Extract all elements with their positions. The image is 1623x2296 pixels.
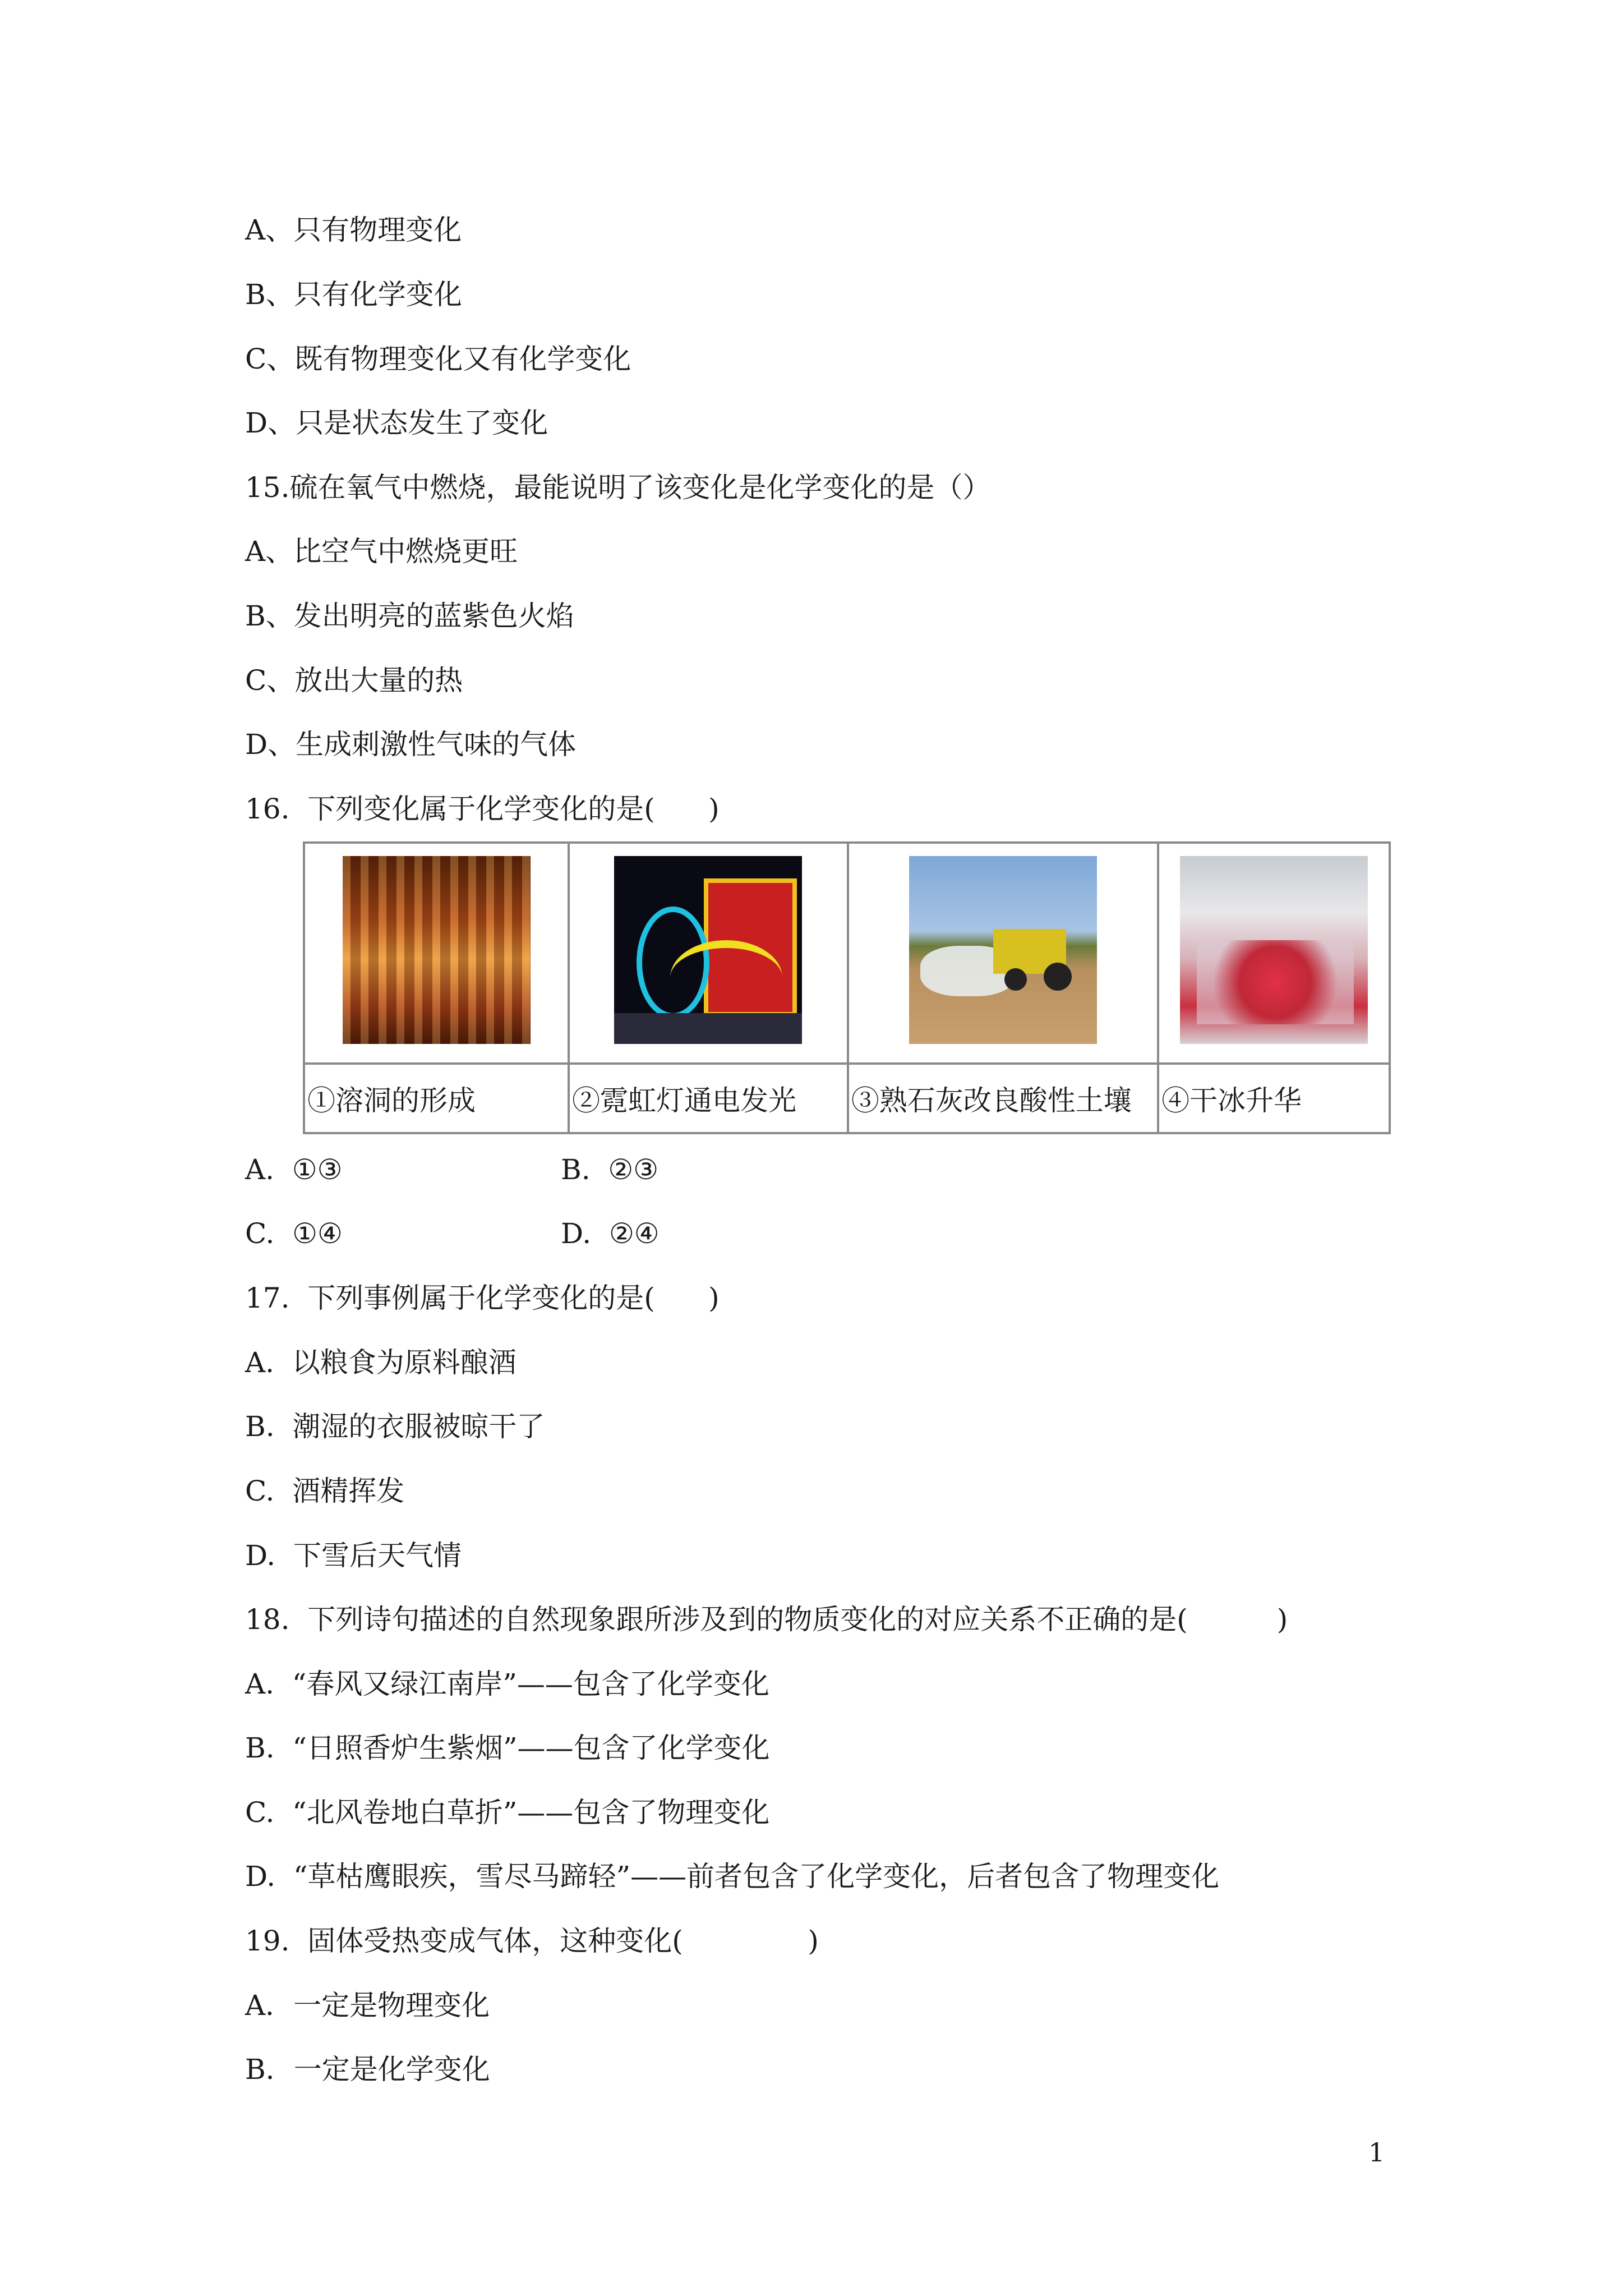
q14-option-c: C、既有物理变化又有化学变化 [245, 343, 631, 375]
q17-option-a: A. 以粮食为原料酿酒 [245, 1346, 517, 1379]
q14-option-d: D、只是状态发生了变化 [245, 407, 548, 439]
page-number: 1 [1368, 2137, 1385, 2168]
q18-option-b: B. “日照香炉生紫烟”——包含了化学变化 [245, 1732, 770, 1764]
q14-option-b: B、只有化学变化 [245, 278, 462, 311]
cave-cell [304, 843, 569, 1064]
q16-stem: 16. 下列变化属于化学变化的是( ) [245, 793, 720, 825]
q15-option-d: D、生成刺激性气味的气体 [245, 728, 577, 761]
q15-option-b: B、发出明亮的蓝紫色火焰 [245, 600, 574, 632]
q17-option-b: B. 潮湿的衣服被晾干了 [245, 1410, 545, 1443]
cave-image [343, 856, 531, 1044]
q19-stem: 19. 固体受热变成气体，这种变化( ) [245, 1925, 819, 1957]
q16-caption-3: ③熟石灰改良酸性土壤 [848, 1064, 1158, 1133]
q15-option-a: A、比空气中燃烧更旺 [245, 535, 518, 568]
lime-cell [848, 843, 1158, 1064]
q16-option-d: D. ②④ [561, 1217, 660, 1250]
q16-caption-1: ①溶洞的形成 [304, 1064, 569, 1133]
q19-option-b: B．一定是化学变化 [245, 2053, 490, 2086]
lime-soil-image [909, 856, 1097, 1044]
q17-stem: 17. 下列事例属于化学变化的是( ) [245, 1282, 720, 1314]
q15-option-c: C、放出大量的热 [245, 664, 463, 697]
q18-option-d: D. “草枯鹰眼疾，雪尽马蹄轻”——前者包含了化学变化，后者包含了物理变化 [245, 1860, 1220, 1893]
q19-option-a: A．一定是物理变化 [245, 1989, 490, 2022]
q18-option-c: C. “北风卷地白草折”——包含了物理变化 [245, 1796, 770, 1829]
q16-caption-4: ④干冰升华 [1158, 1064, 1390, 1133]
q16-option-c: C. ①④ [245, 1217, 343, 1250]
q14-option-a: A、只有物理变化 [245, 214, 462, 246]
q15-stem: 15.硫在氧气中燃烧，最能说明了该变化是化学变化的是（） [245, 471, 991, 504]
q18-stem: 18. 下列诗句描述的自然现象跟所涉及到的物质变化的对应关系不正确的是( ) [245, 1603, 1288, 1636]
q17-option-d: D. 下雪后天气情 [245, 1539, 462, 1572]
q18-option-a: A. “春风又绿江南岸”——包含了化学变化 [245, 1668, 769, 1700]
q17-option-c: C. 酒精挥发 [245, 1475, 405, 1507]
dry-ice-cell [1158, 843, 1390, 1064]
dry-ice-image [1180, 856, 1368, 1044]
q16-option-b: B. ②③ [561, 1153, 659, 1186]
neon-image [614, 856, 802, 1044]
q16-option-a: A. ①③ [245, 1153, 343, 1186]
neon-cell [569, 843, 848, 1064]
q16-caption-2: ②霓虹灯通电发光 [569, 1064, 848, 1133]
q16-image-table [303, 841, 1391, 1134]
